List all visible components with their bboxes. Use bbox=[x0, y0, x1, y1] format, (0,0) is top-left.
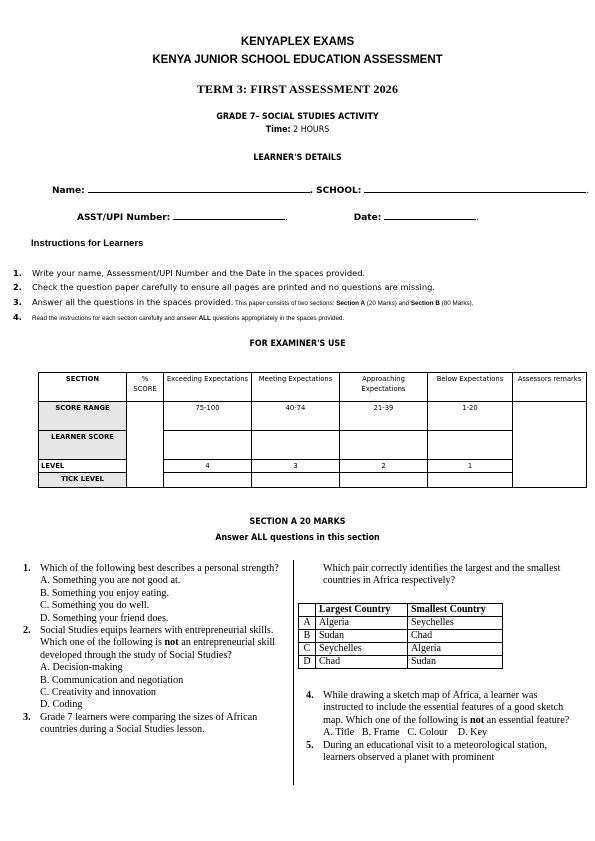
option-letter: D bbox=[299, 656, 316, 669]
table-cell: Algeria bbox=[316, 617, 408, 630]
question-stem: Grade 7 learners were comparing the sizes of African countries during a Social Studies lesson. bbox=[40, 711, 258, 736]
table-cell: Seychelles bbox=[408, 617, 503, 630]
row-label: LEARNER SCORE bbox=[39, 431, 127, 460]
option[interactable]: A. Decision-making bbox=[40, 662, 123, 674]
table-row bbox=[39, 460, 587, 473]
table-row[interactable] bbox=[299, 630, 503, 643]
table-cell: 2 bbox=[340, 460, 428, 473]
table-cell[interactable] bbox=[340, 431, 428, 460]
school-label: . SCHOOL: bbox=[309, 186, 362, 196]
table-header bbox=[299, 604, 316, 617]
header-meeting: Meeting Expectations bbox=[252, 373, 340, 402]
header-remarks: Assessors remarks bbox=[513, 373, 587, 402]
instruction-text: Check the question paper carefully to ensure all pages are printed and no questions are missing. bbox=[32, 282, 436, 292]
option[interactable]: A. Something you are not good at. bbox=[40, 575, 181, 587]
question-2 bbox=[23, 625, 285, 712]
table-cell[interactable] bbox=[252, 473, 340, 488]
table-row[interactable] bbox=[299, 617, 503, 630]
name-label: Name: bbox=[52, 186, 85, 196]
table-row[interactable] bbox=[299, 643, 503, 656]
date-label: Date: bbox=[353, 213, 382, 223]
left-column bbox=[23, 563, 285, 737]
table-row bbox=[39, 402, 587, 431]
instruction-text: Answer all the questions in the spaces provided. bbox=[32, 297, 234, 307]
time-label: Time: bbox=[265, 125, 291, 135]
table-cell: 40-74 bbox=[252, 402, 340, 431]
table-cell: Sudan bbox=[316, 630, 408, 643]
right-column bbox=[306, 690, 576, 764]
option-letter: C bbox=[299, 643, 316, 656]
question-number: 2. bbox=[23, 625, 31, 637]
header-exceeding: Exceeding Expectations bbox=[164, 373, 252, 402]
question-stem: Social Studies equips learners with entrepreneurial skills. Which one of the following is bbox=[40, 625, 274, 649]
question-number: 1. bbox=[23, 563, 31, 574]
header-below: Below Expectations bbox=[428, 373, 513, 402]
header-section: SECTION bbox=[39, 373, 127, 402]
instruction-number: 2. bbox=[13, 282, 22, 292]
row-label: SCORE RANGE bbox=[39, 402, 127, 431]
countries-header-row bbox=[299, 604, 503, 617]
table-cell[interactable] bbox=[252, 431, 340, 460]
instruction-text: This paper consists of two sections: bbox=[233, 300, 337, 307]
instruction-text: questions appropriately in the spaces provided. bbox=[210, 315, 345, 322]
option[interactable]: B. Something you enjoy eating. bbox=[40, 587, 170, 599]
header-score: % SCORE bbox=[127, 373, 164, 402]
instruction-text: (20 Marks) and bbox=[365, 300, 411, 307]
option[interactable]: D. Something your friend does. bbox=[40, 612, 169, 624]
instruction-text: Write your name, Assessment/UPI Number and the Date in the spaces provided. bbox=[32, 268, 366, 278]
option-letter: A bbox=[299, 617, 316, 630]
option[interactable]: C. Creativity and innovation bbox=[40, 687, 157, 699]
instruction-number: 4. bbox=[13, 312, 22, 322]
examiner-use-heading: FOR EXAMINER'S USE bbox=[249, 339, 346, 349]
question-number: 3. bbox=[23, 711, 31, 723]
q3-continuation: Which pair correctly identifies the largest and the smallest countries in Africa respectively? bbox=[323, 563, 561, 587]
instruction-bold: Section B bbox=[410, 300, 440, 307]
school-field[interactable] bbox=[364, 184, 586, 193]
date-dot: . bbox=[476, 213, 480, 223]
question-stem: While drawing a sketch map of Africa, a learner was instructed to include the essential features of a good sketch map. Which one of the following is bbox=[323, 690, 564, 726]
table-cell[interactable] bbox=[164, 473, 252, 488]
question-4 bbox=[306, 690, 576, 740]
question-5 bbox=[306, 740, 576, 765]
table-header: Largest Country bbox=[316, 604, 408, 617]
options-line[interactable]: A. Title B. Frame C. Colour D. Key bbox=[323, 727, 488, 739]
section-a-instruction: Answer ALL questions in this section bbox=[215, 533, 380, 543]
row-label: TICK LEVEL bbox=[39, 473, 127, 488]
score-cell[interactable] bbox=[127, 402, 164, 488]
table-cell[interactable] bbox=[164, 431, 252, 460]
asst-label: ASST/UPI Number: bbox=[77, 213, 171, 223]
learner-details-heading: LEARNER'S DETAILS bbox=[253, 153, 342, 163]
table-cell[interactable] bbox=[340, 473, 428, 488]
table-row[interactable] bbox=[299, 656, 503, 669]
table-row bbox=[39, 473, 587, 488]
option-letter: B bbox=[299, 630, 316, 643]
question-emphasis: not bbox=[469, 714, 485, 726]
time-value: 2 HOURS bbox=[293, 125, 330, 135]
question-stem: During an educational visit to a meteorological station, learners observed a planet with prominent bbox=[323, 739, 548, 764]
instruction-bold: Section A bbox=[336, 300, 365, 307]
table-cell: Seychelles bbox=[316, 643, 408, 656]
table-cell: 4 bbox=[164, 460, 252, 473]
table-cell[interactable] bbox=[428, 473, 513, 488]
table-cell: 1 bbox=[428, 460, 513, 473]
examiner-table bbox=[38, 372, 587, 488]
instruction-4 bbox=[13, 312, 344, 322]
table-cell: 1-20 bbox=[428, 402, 513, 431]
examiner-header-row bbox=[39, 373, 587, 402]
name-field[interactable] bbox=[88, 184, 310, 193]
table-cell: Chad bbox=[316, 656, 408, 669]
option[interactable]: C. Something you do well. bbox=[40, 600, 150, 612]
school-dot: . bbox=[586, 186, 590, 196]
question-stem: an entrepreneurial skill developed through the study of Social Studies? bbox=[40, 637, 276, 661]
table-cell: Algeria bbox=[408, 643, 503, 656]
instruction-number: 3. bbox=[13, 297, 22, 307]
countries-table bbox=[298, 603, 503, 669]
option[interactable]: D. Coding bbox=[40, 699, 83, 711]
asst-dot: . bbox=[285, 213, 288, 223]
question-stem: an essential feature? bbox=[484, 714, 570, 726]
question-stem: Which of the following best describes a personal strength? bbox=[40, 563, 279, 574]
row-label: LEVEL bbox=[39, 460, 127, 473]
table-cell: 3 bbox=[252, 460, 340, 473]
table-cell: 21-39 bbox=[340, 402, 428, 431]
instruction-number: 1. bbox=[13, 268, 22, 278]
time-line bbox=[36, 125, 560, 135]
remarks-cell[interactable] bbox=[513, 402, 587, 488]
asst-date-row bbox=[77, 211, 479, 223]
table-cell: Sudan bbox=[408, 656, 503, 669]
question-3 bbox=[23, 712, 285, 737]
table-cell[interactable] bbox=[428, 431, 513, 460]
name-school-row bbox=[52, 184, 589, 196]
instruction-text: (80 Marks), bbox=[439, 300, 474, 307]
table-cell: 75-100 bbox=[164, 402, 252, 431]
question-emphasis: not bbox=[164, 637, 179, 649]
date-field[interactable] bbox=[384, 211, 476, 220]
instruction-2 bbox=[13, 282, 435, 292]
question-number: 5. bbox=[306, 739, 314, 751]
question-1 bbox=[23, 563, 285, 625]
section-a-title: SECTION A 20 MARKS bbox=[249, 517, 346, 527]
asst-field[interactable] bbox=[173, 211, 285, 220]
table-cell: Chad bbox=[408, 630, 503, 643]
exam-org: KENYAPLEX EXAMS bbox=[240, 36, 355, 48]
instruction-text: Read the instructions for each section carefully and answer bbox=[32, 315, 199, 322]
subject-title: GRADE 7– SOCIAL STUDIES ACTIVITY bbox=[216, 112, 379, 122]
instruction-1 bbox=[13, 268, 365, 278]
option[interactable]: B. Communication and negotiation bbox=[40, 674, 184, 686]
table-header: Smallest Country bbox=[408, 604, 503, 617]
header-approaching: Approaching Expectations bbox=[340, 373, 428, 402]
term-title: TERM 3: FIRST ASSESSMENT 2026 bbox=[196, 82, 399, 96]
exam-title: KENYA JUNIOR SCHOOL EDUCATION ASSESSMENT bbox=[152, 54, 443, 66]
table-row bbox=[39, 431, 587, 460]
instruction-bold: ALL bbox=[198, 315, 211, 322]
instruction-3 bbox=[13, 297, 473, 307]
column-divider bbox=[293, 560, 294, 785]
instructions-title: Instructions for Learners bbox=[31, 238, 144, 249]
question-number: 4. bbox=[306, 690, 314, 701]
